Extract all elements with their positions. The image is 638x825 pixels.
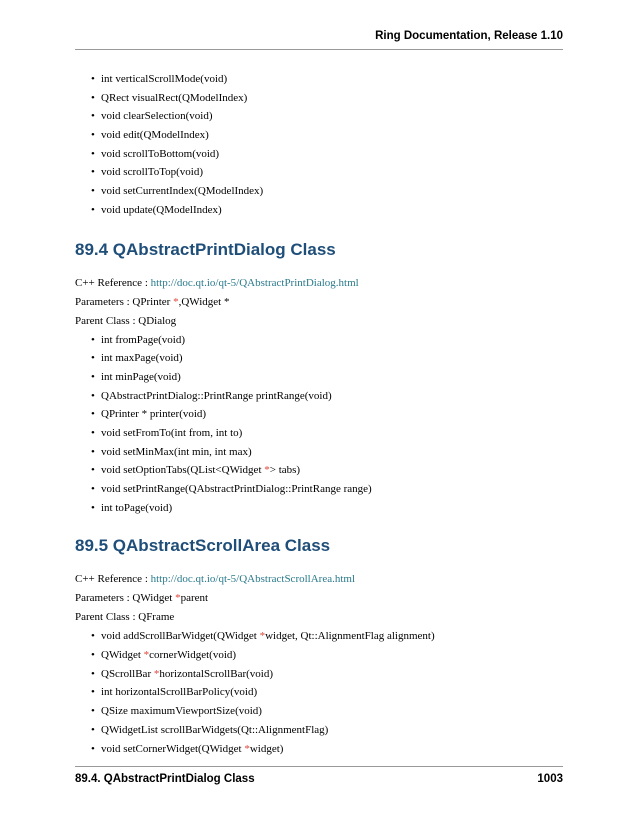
method-list-continued [75, 70, 563, 220]
item-text: widget, Qt::AlignmentFlag alignment) [265, 630, 435, 643]
list-item: • void setMinMax(int min, int max) [91, 443, 563, 462]
list-item: • QRect visualRect(QModelIndex) [91, 89, 563, 108]
pointer-star: * [259, 630, 266, 643]
parameters-text: ,QWidget * [178, 295, 230, 308]
list-item: • QSize maximumViewportSize(void) [91, 702, 563, 721]
list-item [91, 627, 563, 646]
item-text: void addScrollBarWidget(QWidget [101, 630, 260, 643]
pointer-star: * [173, 295, 179, 308]
cpp-reference [75, 274, 563, 293]
pointer-star: * [175, 592, 181, 605]
cpp-reference [75, 570, 563, 589]
list-item [91, 646, 563, 665]
parameters-text: Parameters : QPrinter [75, 295, 174, 308]
list-item [91, 740, 563, 759]
list-item: • int fromPage(void) [91, 331, 563, 350]
cpp-reference-link[interactable]: http://doc.qt.io/qt-5/QAbstractPrintDialog.html [150, 276, 359, 289]
running-footer [75, 766, 563, 785]
list-item: • QAbstractPrintDialog::PrintRange printRange(void) [91, 387, 563, 406]
cpp-reference-label: C++ Reference : [75, 276, 151, 289]
parameters-text: Parameters : QWidget [75, 592, 176, 605]
list-item: • void update(QModelIndex) [91, 201, 563, 220]
footer-section-title: 89.4. QAbstractPrintDialog Class [75, 773, 255, 785]
list-item: • int toPage(void) [91, 499, 563, 518]
item-text: widget) [249, 742, 284, 755]
parent-class: Parent Class : QDialog [75, 314, 177, 327]
list-item: • QWidgetList scrollBarWidgets(Qt::AlignmentFlag) [91, 721, 563, 740]
running-header: Ring Documentation, Release 1.10 [75, 30, 563, 50]
cpp-reference-label: C++ Reference : [75, 573, 151, 586]
pointer-star: * [264, 464, 270, 477]
list-item: • void scrollToBottom(void) [91, 145, 563, 164]
list-item: • void clearSelection(void) [91, 107, 563, 126]
item-text: QWidget [101, 649, 144, 662]
item-text: > tabs) [269, 464, 301, 477]
method-list-qabstractprintdialog [75, 331, 563, 518]
parent-class: Parent Class : QFrame [75, 611, 175, 624]
item-text: QScrollBar [101, 667, 154, 680]
list-item: • int horizontalScrollBarPolicy(void) [91, 683, 563, 702]
pointer-star: * [244, 742, 250, 755]
list-item: • void setPrintRange(QAbstractPrintDialog::PrintRange range) [91, 480, 563, 499]
method-list-qabstractscrollarea [75, 627, 563, 758]
section-heading-qabstractscrollarea: 89.5 QAbstractScrollArea Class [75, 536, 331, 556]
list-item: • void scrollToTop(void) [91, 163, 563, 182]
item-text: void setOptionTabs(QList<QWidget [101, 464, 265, 477]
page-number: 1003 [537, 773, 563, 785]
list-item: • int verticalScrollMode(void) [91, 70, 563, 89]
parameters-text: parent [180, 592, 209, 605]
item-text: horizontalScrollBar(void) [159, 667, 273, 680]
list-item: • int minPage(void) [91, 368, 563, 387]
list-item: • void setFromTo(int from, int to) [91, 424, 563, 443]
list-item [91, 665, 563, 684]
cpp-reference-link[interactable]: http://doc.qt.io/qt-5/QAbstractScrollArea.html [150, 573, 356, 586]
list-item [91, 461, 563, 480]
page-content [75, 70, 563, 758]
pointer-star: * [153, 667, 160, 680]
section-heading-qabstractprintdialog: 89.4 QAbstractPrintDialog Class [75, 239, 336, 259]
item-text: void setCornerWidget(QWidget [101, 742, 245, 755]
pointer-star: * [143, 649, 150, 662]
parameters-line [75, 293, 563, 312]
parameters-line [75, 589, 563, 608]
list-item: • QPrinter * printer(void) [91, 405, 563, 424]
list-item: • void setCurrentIndex(QModelIndex) [91, 182, 563, 201]
item-text: cornerWidget(void) [149, 649, 237, 662]
list-item: • int maxPage(void) [91, 349, 563, 368]
list-item: • void edit(QModelIndex) [91, 126, 563, 145]
